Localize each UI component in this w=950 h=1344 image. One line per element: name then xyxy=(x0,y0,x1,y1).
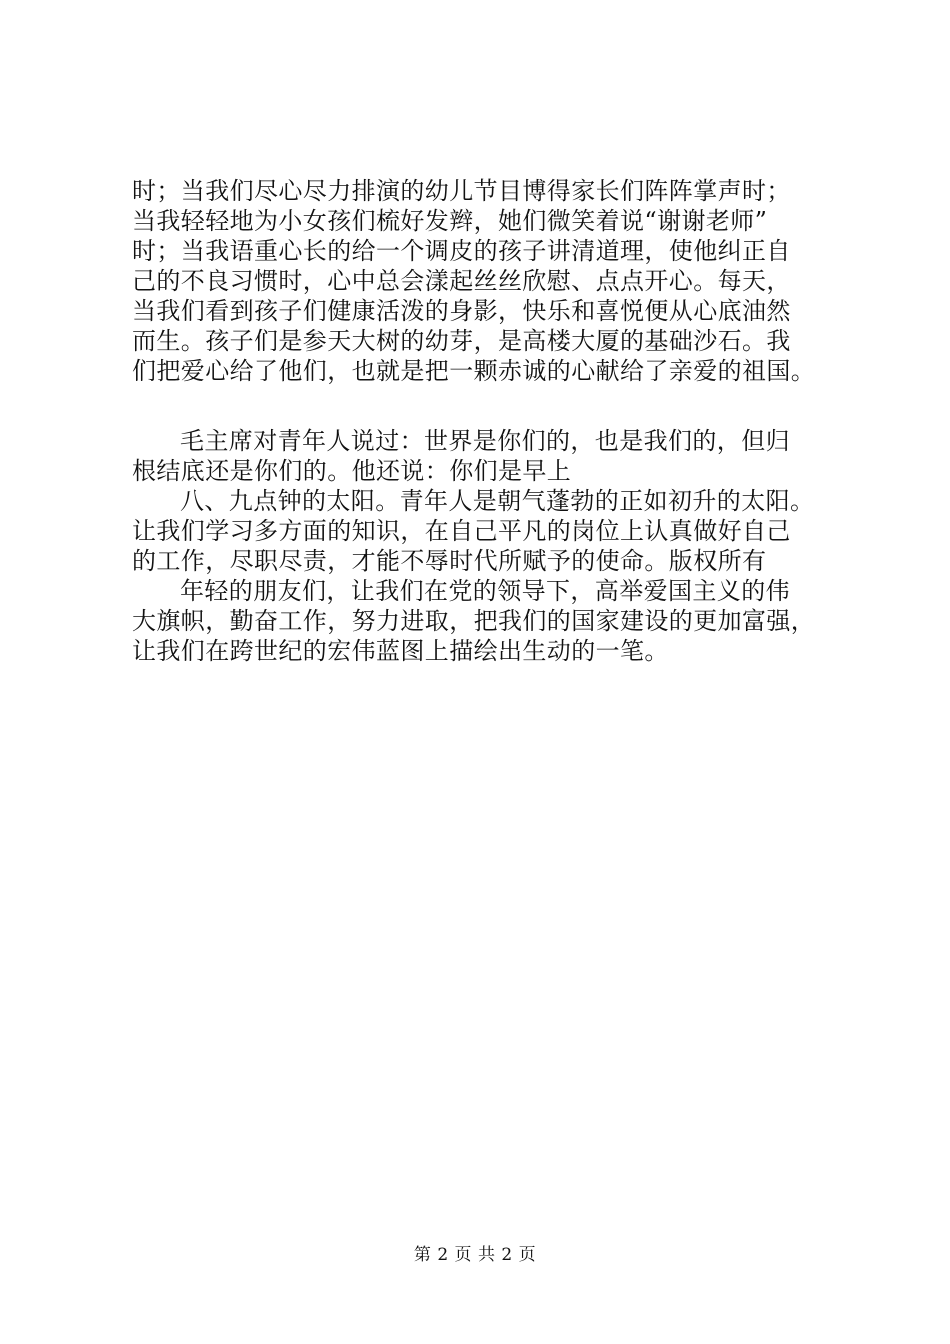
text-line: 们把爱心给了他们，也就是把一颗赤诚的心献给了亲爱的祖国。 xyxy=(132,357,816,385)
document-body xyxy=(132,176,852,666)
text-line: 当我们看到孩子们健康活泼的身影，快乐和喜悦便从心底油然 xyxy=(132,297,791,325)
text-line: 年轻的朋友们，让我们在党的领导下，高举爱国主义的伟 xyxy=(180,577,790,605)
text-line: 己的不良习惯时，心中总会漾起丝丝欣慰、点点开心。每天， xyxy=(132,267,791,295)
text-line: 大旗帜，勤奋工作，努力进取，把我们的国家建设的更加富强， xyxy=(132,607,816,635)
text-line: 时；当我语重心长的给一个调皮的孩子讲清道理，使他纠正自 xyxy=(132,237,791,265)
paragraph-1 xyxy=(132,176,852,386)
text-line: 让我们学习多方面的知识，在自己平凡的岗位上认真做好自己 xyxy=(132,517,791,545)
text-line: 让我们在跨世纪的宏伟蓝图上描绘出生动的一笔。 xyxy=(132,637,669,665)
text-line: 的工作，尽职尽责，才能不辱时代所赋予的使命。版权所有 xyxy=(132,547,767,575)
text-line: 而生。孩子们是参天大树的幼芽，是高楼大厦的基础沙石。我 xyxy=(132,327,791,355)
text-line: 根结底还是你们的。他还说：你们是早上 xyxy=(132,457,572,485)
page-number-footer: 第 2 页 共 2 页 xyxy=(413,1245,537,1265)
text-line: 八、九点钟的太阳。青年人是朝气蓬勃的正如初升的太阳。 xyxy=(180,487,815,515)
paragraph-4 xyxy=(132,576,852,666)
paragraph-gap xyxy=(132,386,852,426)
paragraph-2 xyxy=(132,426,852,486)
text-line: 时；当我们尽心尽力排演的幼儿节目博得家长们阵阵掌声时； xyxy=(132,177,791,205)
text-line: 当我轻轻地为小女孩们梳好发辫，她们微笑着说“谢谢老师” xyxy=(132,207,768,235)
text-line: 毛主席对青年人说过：世界是你们的，也是我们的，但归 xyxy=(180,427,790,455)
paragraph-3 xyxy=(132,486,852,576)
